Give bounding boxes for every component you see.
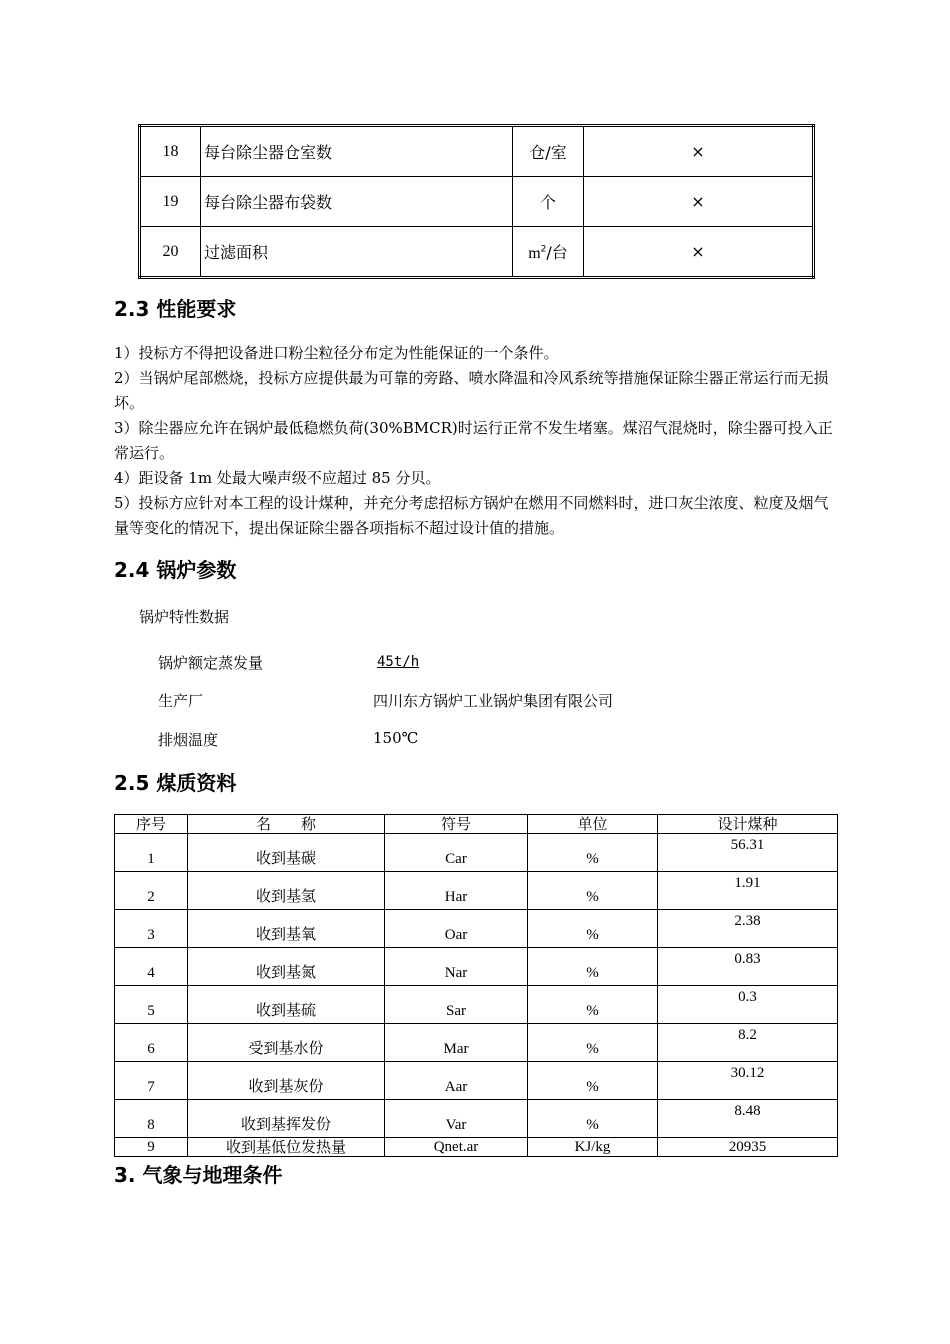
cell-unit: %: [528, 872, 658, 910]
requirement-item: 5）投标方应针对本工程的设计煤种，并充分考虑招标方锅炉在燃用不同燃料时，进口灰尘浓度、粒度及烟气量等变化的情况下，提出保证除尘器各项指标不超过设计值的措施。: [114, 494, 829, 537]
cell-no: 8: [115, 1100, 188, 1138]
cell-name: 收到基挥发份: [188, 1100, 385, 1138]
table-header-row: [115, 815, 838, 834]
cell-unit: %: [528, 910, 658, 948]
param-label: 锅炉额定蒸发量: [158, 654, 264, 672]
requirement-item: 1）投标方不得把设备进口粉尘粒径分布定为性能保证的一个条件。: [114, 344, 559, 362]
cell-no: 1: [115, 834, 188, 872]
cell-unit: %: [528, 986, 658, 1024]
row-number: 19: [140, 177, 201, 227]
row-value: ×: [584, 227, 814, 278]
cell-no: 5: [115, 986, 188, 1024]
row-name: 每台除尘器仓室数: [201, 126, 513, 177]
param-label: 生产厂: [158, 692, 204, 710]
section-heading-2-3: 2.3 性能要求: [114, 297, 237, 321]
cell-value: 8.2: [658, 1024, 838, 1062]
requirement-item: 4）距设备 1m 处最大噪声级不应超过 85 分贝。: [114, 469, 441, 487]
table-row: [140, 126, 814, 177]
cell-name: 收到基灰份: [188, 1062, 385, 1100]
cell-symbol: Car: [385, 834, 528, 872]
table-row: [115, 948, 838, 986]
cell-unit: %: [528, 1024, 658, 1062]
cell-name: 收到基氮: [188, 948, 385, 986]
requirement-item: 2）当锅炉尾部燃烧，投标方应提供最为可靠的旁路、喷水降温和冷风系统等措施保证除尘器正常运行而无损坏。: [114, 369, 829, 412]
table-row: [115, 910, 838, 948]
row-name: 每台除尘器布袋数: [201, 177, 513, 227]
table-row: [115, 1138, 838, 1157]
cell-value: 8.48: [658, 1100, 838, 1138]
cell-name: 收到基硫: [188, 986, 385, 1024]
cell-unit: %: [528, 948, 658, 986]
row-number: 18: [140, 126, 201, 177]
column-header: 名 称: [188, 815, 385, 834]
cell-name: 受到基水份: [188, 1024, 385, 1062]
row-value: ×: [584, 177, 814, 227]
cell-symbol: Var: [385, 1100, 528, 1138]
section-heading-3: 3. 气象与地理条件: [114, 1163, 283, 1187]
requirement-item: 3）除尘器应允许在锅炉最低稳燃负荷(30%BMCR)时运行正常不发生堵塞。煤沼气混烧时，除尘器可投入正常运行。: [114, 419, 833, 462]
cell-symbol: Har: [385, 872, 528, 910]
param-value: 150℃: [373, 729, 419, 747]
table-row: [115, 986, 838, 1024]
row-unit: 仓/室: [513, 126, 584, 177]
cell-unit: %: [528, 1062, 658, 1100]
row-number: 20: [140, 227, 201, 278]
column-header: 设计煤种: [658, 815, 838, 834]
param-value: 四川东方锅炉工业锅炉集团有限公司: [373, 692, 614, 710]
cell-no: 9: [115, 1138, 188, 1157]
cell-value: 30.12: [658, 1062, 838, 1100]
cell-symbol: Mar: [385, 1024, 528, 1062]
table-row: [115, 834, 838, 872]
cell-unit: KJ/kg: [528, 1138, 658, 1157]
cell-name: 收到基氧: [188, 910, 385, 948]
column-header: 序号: [115, 815, 188, 834]
cell-name: 收到基碳: [188, 834, 385, 872]
cell-unit: %: [528, 1100, 658, 1138]
coal-quality-table: [114, 814, 838, 1157]
cell-symbol: Sar: [385, 986, 528, 1024]
cell-no: 4: [115, 948, 188, 986]
cell-symbol: Aar: [385, 1062, 528, 1100]
cell-value: 2.38: [658, 910, 838, 948]
section-heading-2-5: 2.5 煤质资料: [114, 771, 237, 795]
cell-symbol: Oar: [385, 910, 528, 948]
cell-no: 2: [115, 872, 188, 910]
row-unit: 个: [513, 177, 584, 227]
table-row: [115, 1024, 838, 1062]
column-header: 符号: [385, 815, 528, 834]
cell-value: 0.83: [658, 948, 838, 986]
cell-unit: %: [528, 834, 658, 872]
param-label: 排烟温度: [158, 731, 219, 749]
row-name: 过滤面积: [201, 227, 513, 278]
cell-value: 1.91: [658, 872, 838, 910]
cell-value: 0.3: [658, 986, 838, 1024]
table-row: [140, 227, 814, 278]
row-unit: $m^2/$台: [513, 227, 584, 278]
cell-no: 7: [115, 1062, 188, 1100]
table-row: [140, 177, 814, 227]
boiler-subtitle: 锅炉特性数据: [139, 608, 230, 626]
cell-value: 20935: [658, 1138, 838, 1157]
cell-symbol: Qnet.ar: [385, 1138, 528, 1157]
section-heading-2-4: 2.4 锅炉参数: [114, 558, 237, 582]
cell-name: 收到基低位发热量: [188, 1138, 385, 1157]
cell-no: 3: [115, 910, 188, 948]
performance-requirements: [114, 341, 840, 541]
table-row: [115, 1062, 838, 1100]
cell-symbol: Nar: [385, 948, 528, 986]
param-value: 45t/h: [377, 654, 420, 670]
cell-value: 56.31: [658, 834, 838, 872]
row-value: ×: [584, 126, 814, 177]
cell-name: 收到基氢: [188, 872, 385, 910]
column-header: 单位: [528, 815, 658, 834]
equipment-table: [138, 124, 815, 279]
cell-no: 6: [115, 1024, 188, 1062]
table-row: [115, 1100, 838, 1138]
table-row: [115, 872, 838, 910]
